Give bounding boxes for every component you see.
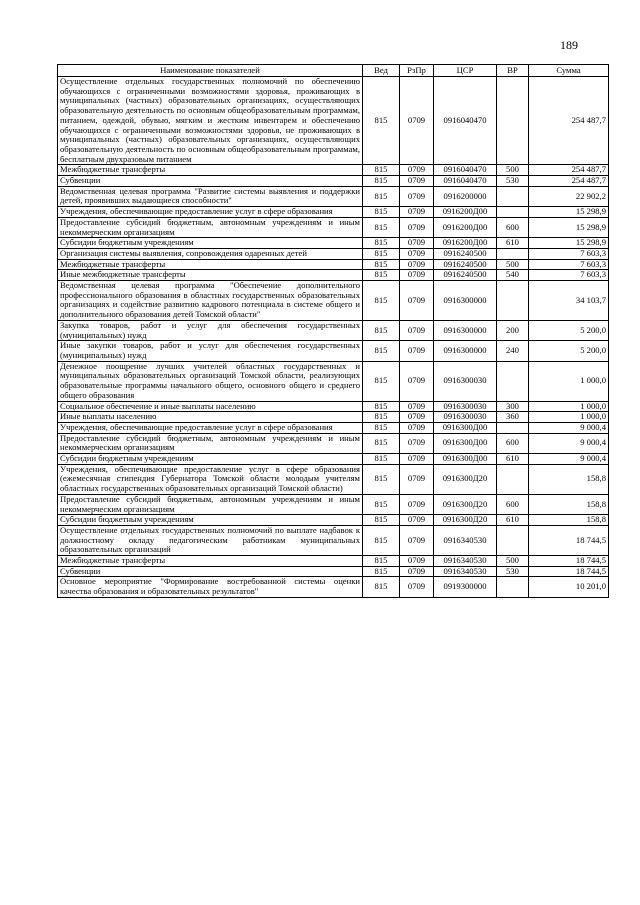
cell-rzpr: 0709 [400,77,434,165]
table-row [58,165,609,176]
cell-csr: 0916300Д00 [434,422,497,433]
cell-sum: 158,8 [529,464,609,494]
table-row [58,281,609,321]
cell-sum: 254 487,7 [529,77,609,165]
cell-sum: 18 744,5 [529,566,609,577]
cell-csr: 0916300000 [434,281,497,321]
cell-sum: 158,8 [529,515,609,526]
cell-ved: 815 [363,270,400,281]
cell-ved: 815 [363,320,400,340]
cell-ved: 815 [363,401,400,412]
cell-vr [497,207,529,218]
cell-name: Иные межбюджетные трансферты [58,270,363,281]
table-row [58,556,609,567]
cell-sum: 15 298,9 [529,207,609,218]
cell-name: Осуществление отдельных государственных полномочий по выплате надбавок к должностному окладу педагогическим работникам муниципальных образовательных организаций [58,525,363,555]
header-sum: Сумма [529,65,609,77]
cell-ved: 815 [363,515,400,526]
cell-rzpr: 0709 [400,454,434,465]
cell-name: Организация системы выявления, сопровождения одаренных детей [58,248,363,259]
table-row [58,401,609,412]
table-row [58,217,609,237]
cell-sum: 1 000,0 [529,361,609,401]
cell-csr: 0916300030 [434,361,497,401]
cell-csr: 0916300Д00 [434,454,497,465]
cell-sum: 15 298,9 [529,217,609,237]
cell-name: Предоставление субсидий бюджетным, автономным учреждениям и иным некоммерческим организациям [58,433,363,453]
table-row [58,248,609,259]
cell-ved: 815 [363,464,400,494]
table-row [58,525,609,555]
cell-ved: 815 [363,566,400,577]
cell-sum: 9 000,4 [529,454,609,465]
cell-vr [497,525,529,555]
table-row [58,577,609,597]
cell-ved: 815 [363,422,400,433]
table-row [58,186,609,206]
cell-name: Межбюджетные трансферты [58,165,363,176]
cell-rzpr: 0709 [400,515,434,526]
cell-ved: 815 [363,556,400,567]
cell-ved: 815 [363,525,400,555]
cell-ved: 815 [363,259,400,270]
cell-ved: 815 [363,433,400,453]
cell-csr: 0916300000 [434,320,497,340]
cell-vr: 600 [497,494,529,514]
cell-rzpr: 0709 [400,464,434,494]
cell-csr: 0916340530 [434,525,497,555]
cell-csr: 0916300Д20 [434,464,497,494]
cell-rzpr: 0709 [400,361,434,401]
cell-csr: 0916340530 [434,566,497,577]
cell-name: Межбюджетные трансферты [58,556,363,567]
cell-name: Предоставление субсидий бюджетным, автономным учреждениям и иным некоммерческим организациям [58,217,363,237]
cell-vr: 360 [497,412,529,423]
table-row [58,238,609,249]
cell-sum: 7 603,3 [529,248,609,259]
cell-ved: 815 [363,577,400,597]
cell-sum: 7 603,3 [529,270,609,281]
cell-name: Ведомственная целевая программа "Развитие системы выявления и поддержки детей, проявивших выдающиеся способности" [58,186,363,206]
table-row [58,77,609,165]
cell-ved: 815 [363,186,400,206]
cell-ved: 815 [363,412,400,423]
cell-vr: 600 [497,217,529,237]
table-row [58,176,609,187]
cell-csr: 0916300030 [434,412,497,423]
header-ved: Вед [363,65,400,77]
cell-sum: 1 000,0 [529,412,609,423]
cell-ved: 815 [363,207,400,218]
cell-vr: 610 [497,454,529,465]
cell-ved: 815 [363,165,400,176]
cell-sum: 10 201,0 [529,577,609,597]
cell-csr: 0916240500 [434,248,497,259]
cell-ved: 815 [363,454,400,465]
cell-name: Иные закупки товаров, работ и услуг для обеспечения государственных (муниципальных) нужд [58,341,363,361]
cell-sum: 5 200,0 [529,320,609,340]
cell-rzpr: 0709 [400,422,434,433]
cell-sum: 9 000,4 [529,433,609,453]
table-row [58,433,609,453]
header-rzpr: РзПр [400,65,434,77]
cell-sum: 34 103,7 [529,281,609,321]
cell-ved: 815 [363,281,400,321]
cell-sum: 254 487,7 [529,165,609,176]
cell-sum: 1 000,0 [529,401,609,412]
cell-csr: 0916200Д00 [434,207,497,218]
table-row [58,464,609,494]
cell-sum: 22 902,2 [529,186,609,206]
cell-csr: 0916300Д20 [434,494,497,514]
cell-vr: 610 [497,515,529,526]
cell-name: Субсидии бюджетным учреждениям [58,515,363,526]
table-row [58,207,609,218]
cell-rzpr: 0709 [400,494,434,514]
cell-rzpr: 0709 [400,556,434,567]
table-row [58,361,609,401]
cell-csr: 0916240500 [434,270,497,281]
cell-ved: 815 [363,494,400,514]
cell-rzpr: 0709 [400,259,434,270]
cell-ved: 815 [363,248,400,259]
cell-vr [497,77,529,165]
cell-name: Межбюджетные трансферты [58,259,363,270]
cell-rzpr: 0709 [400,165,434,176]
table-row [58,341,609,361]
cell-rzpr: 0709 [400,281,434,321]
cell-vr: 600 [497,433,529,453]
cell-ved: 815 [363,77,400,165]
page-number: 189 [560,38,578,52]
cell-csr: 0916300030 [434,401,497,412]
cell-rzpr: 0709 [400,238,434,249]
cell-csr: 0916240500 [434,259,497,270]
cell-rzpr: 0709 [400,320,434,340]
cell-name: Субвенции [58,566,363,577]
header-name: Наименование показателей [58,65,363,77]
table-header-row [58,65,609,77]
cell-vr: 200 [497,320,529,340]
cell-vr [497,577,529,597]
budget-table [57,64,609,598]
cell-vr [497,422,529,433]
table-row [58,412,609,423]
cell-vr: 610 [497,238,529,249]
cell-name: Ведомственная целевая программа "Обеспечение дополнительного профессионального образования в областных государственных образовательных организациях и содействие развитию кадрового потенциала в системе общего и дополнительного образования детей Томской области" [58,281,363,321]
table-row [58,454,609,465]
cell-sum: 158,8 [529,494,609,514]
cell-vr [497,248,529,259]
cell-vr: 530 [497,176,529,187]
cell-csr: 0916200Д00 [434,217,497,237]
cell-csr: 0916300Д20 [434,515,497,526]
cell-csr: 0916200000 [434,186,497,206]
cell-vr [497,464,529,494]
cell-ved: 815 [363,238,400,249]
cell-csr: 0916300Д00 [434,433,497,453]
cell-rzpr: 0709 [400,412,434,423]
cell-name: Осуществление отдельных государственных полномочий по обеспечению обучающихся с ограниченными возможностями здоровья, проживающих в муниципальных (частных) образовательных организациях, осуществляющих образовательную деятельность по основным общеобразовательным программам, питанием, одеждой, обувью, мягким и жестким инвентарем и обеспечению обучающихся с ограниченными возможностями здоровья, не проживающих в муниципальных (частных) образовательных организациях, осуществляющих образовательную деятельность по основным общеобразовательным программам, бесплатным двухразовым питанием [58,77,363,165]
cell-csr: 0916040470 [434,176,497,187]
cell-rzpr: 0709 [400,207,434,218]
cell-vr: 500 [497,165,529,176]
header-csr: ЦСР [434,65,497,77]
cell-sum: 5 200,0 [529,341,609,361]
cell-rzpr: 0709 [400,186,434,206]
cell-csr: 0919300000 [434,577,497,597]
cell-csr: 0916040470 [434,165,497,176]
cell-name: Социальное обеспечение и иные выплаты населению [58,401,363,412]
cell-rzpr: 0709 [400,176,434,187]
cell-vr [497,361,529,401]
cell-sum: 254 487,7 [529,176,609,187]
cell-name: Субвенции [58,176,363,187]
cell-rzpr: 0709 [400,248,434,259]
cell-name: Основное мероприятие "Формирование востребованной системы оценки качества образования и образовательных результатов" [58,577,363,597]
cell-ved: 815 [363,341,400,361]
cell-sum: 9 000,4 [529,422,609,433]
cell-rzpr: 0709 [400,341,434,361]
cell-name: Субсидии бюджетным учреждениям [58,238,363,249]
cell-sum: 15 298,9 [529,238,609,249]
cell-vr [497,186,529,206]
cell-sum: 7 603,3 [529,259,609,270]
cell-name: Предоставление субсидий бюджетным, автономным учреждениям и иным некоммерческим организациям [58,494,363,514]
cell-csr: 0916300000 [434,341,497,361]
cell-sum: 18 744,5 [529,556,609,567]
cell-name: Денежное поощрение лучших учителей областных государственных и муниципальных образовательных организаций Томской области, реализующих образовательные программы начального общего, основного общего и среднего общего образования [58,361,363,401]
cell-rzpr: 0709 [400,217,434,237]
cell-vr [497,281,529,321]
cell-name: Субсидии бюджетным учреждениям [58,454,363,465]
cell-csr: 0916200Д00 [434,238,497,249]
table-row [58,422,609,433]
table-row [58,566,609,577]
cell-rzpr: 0709 [400,401,434,412]
cell-csr: 0916040470 [434,77,497,165]
cell-name: Иные выплаты населению [58,412,363,423]
cell-vr: 240 [497,341,529,361]
cell-vr: 540 [497,270,529,281]
cell-vr: 500 [497,556,529,567]
table-row [58,320,609,340]
cell-name: Закупка товаров, работ и услуг для обеспечения государственных (муниципальных) нужд [58,320,363,340]
cell-sum: 18 744,5 [529,525,609,555]
header-vr: ВР [497,65,529,77]
cell-rzpr: 0709 [400,577,434,597]
cell-ved: 815 [363,361,400,401]
cell-name: Учреждения, обеспечивающие предоставление услуг в сфере образования (ежемесячная стипендия Губернатора Томской области молодым учителям областных государственных образовательных организаций Томской области) [58,464,363,494]
cell-vr: 500 [497,259,529,270]
cell-csr: 0916340530 [434,556,497,567]
cell-rzpr: 0709 [400,433,434,453]
cell-rzpr: 0709 [400,566,434,577]
cell-rzpr: 0709 [400,270,434,281]
cell-ved: 815 [363,217,400,237]
cell-vr: 300 [497,401,529,412]
table-row [58,515,609,526]
cell-name: Учреждения, обеспечивающие предоставление услуг в сфере образования [58,207,363,218]
cell-ved: 815 [363,176,400,187]
table-row [58,259,609,270]
cell-rzpr: 0709 [400,525,434,555]
cell-vr: 530 [497,566,529,577]
table-row [58,494,609,514]
table-row [58,270,609,281]
cell-name: Учреждения, обеспечивающие предоставление услуг в сфере образования [58,422,363,433]
